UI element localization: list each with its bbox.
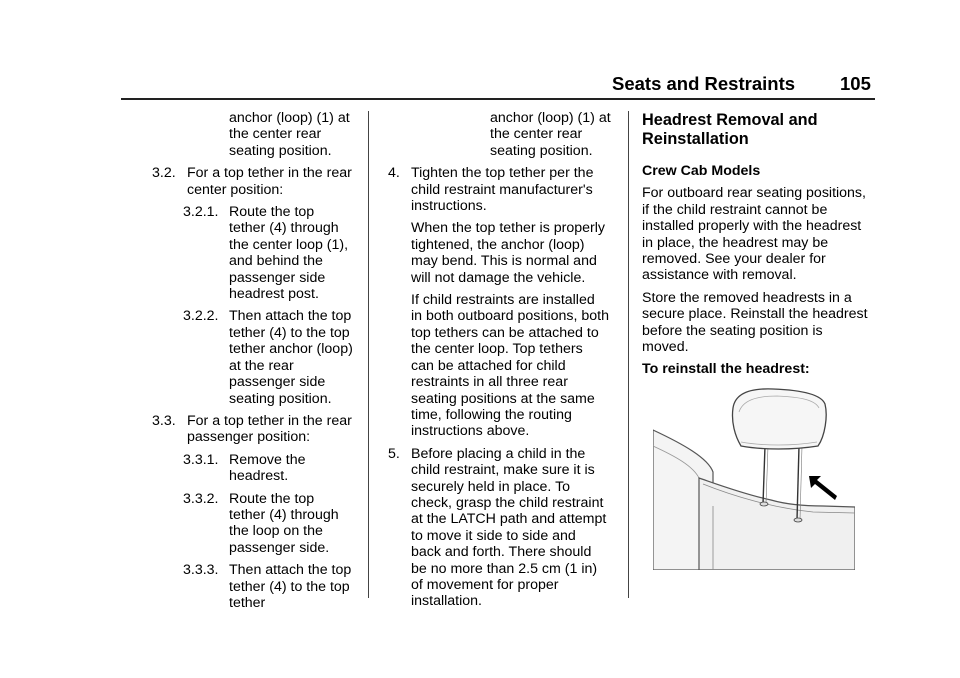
header-rule bbox=[121, 98, 875, 100]
step-4 bbox=[381, 165, 621, 214]
step-3-2-1 bbox=[152, 204, 362, 302]
heading-line: Headrest Removal and bbox=[642, 111, 818, 129]
text-line: passenger side. bbox=[229, 539, 330, 556]
text-line: center position: bbox=[187, 181, 284, 198]
text-line: tether bbox=[229, 594, 266, 611]
post-sleeve-right bbox=[794, 518, 802, 522]
text-line: the center loop. Top tethers bbox=[411, 341, 583, 358]
step-number: 4. bbox=[388, 165, 400, 182]
section-title: Seats and Restraints bbox=[612, 73, 796, 94]
headrest-illustration bbox=[653, 386, 855, 570]
text-line: moved. bbox=[642, 339, 689, 356]
step-number: 3.2.1. bbox=[183, 204, 219, 221]
text-line: For outboard rear seating positions, bbox=[642, 185, 866, 202]
arrow-icon bbox=[809, 476, 837, 500]
step-number: 3.3.1. bbox=[183, 451, 219, 468]
post-sleeve-left bbox=[760, 502, 768, 506]
text-line: check, grasp the child restraint bbox=[411, 494, 604, 511]
text-line: Remove the bbox=[229, 451, 306, 468]
text-line: child restraint manufacturer's bbox=[411, 181, 593, 198]
paragraph bbox=[642, 185, 892, 283]
text-line: can be attached for child bbox=[411, 357, 566, 374]
text-line: Tighten the top tether per the bbox=[411, 165, 594, 182]
text-line: installed properly with the headrest bbox=[642, 218, 862, 235]
column-divider-1 bbox=[368, 111, 369, 598]
headrest-post-left-edge bbox=[766, 446, 768, 504]
step-3-2 bbox=[152, 165, 362, 198]
text-line: removed. See your dealer for bbox=[642, 251, 826, 268]
subheading: Crew Cab Models bbox=[642, 163, 761, 179]
text-line: restraints in all three rear bbox=[411, 374, 568, 391]
text-line: secure place. Reinstall the headrest bbox=[642, 306, 868, 323]
text-line: and behind the bbox=[229, 253, 323, 270]
step-number: 5. bbox=[388, 445, 400, 462]
text-line: Before placing a child in the bbox=[411, 445, 586, 462]
text-line: instructions. bbox=[411, 198, 487, 215]
text-line: Route the top bbox=[229, 204, 315, 221]
text-line: passenger position: bbox=[187, 429, 311, 446]
step-4-note-1 bbox=[381, 220, 621, 286]
text-line: seating position. bbox=[229, 142, 332, 159]
text-line: tether anchor (loop) bbox=[229, 341, 353, 358]
text-line: of movement for proper bbox=[411, 576, 559, 593]
text-line: child restraint, make sure it is bbox=[411, 462, 595, 479]
text-line: at the rear bbox=[229, 357, 294, 374]
column-divider-2 bbox=[628, 111, 629, 598]
text-line: tether (4) to the top bbox=[229, 578, 350, 595]
text-line: headrest. bbox=[229, 468, 289, 485]
step-3-2-2 bbox=[152, 308, 362, 406]
step-3-3-3 bbox=[152, 562, 362, 611]
step-3-3-2 bbox=[152, 491, 362, 557]
text-line: passenger side bbox=[229, 374, 326, 391]
text-line: top tethers can be attached to bbox=[411, 324, 599, 341]
text-line: For a top tether in the rear bbox=[187, 412, 352, 429]
text-line: back and forth. There should bbox=[411, 544, 592, 561]
text-line: If child restraints are installed bbox=[411, 292, 595, 309]
instruction-lead: To reinstall the headrest: bbox=[642, 361, 810, 378]
step-5 bbox=[381, 446, 621, 610]
text-line: Route the top bbox=[229, 490, 315, 507]
text-line: tether (4) through bbox=[229, 506, 339, 523]
text-line: in place, the headrest may be bbox=[642, 234, 829, 251]
page-number: 105 bbox=[840, 73, 871, 94]
continued-step bbox=[381, 110, 621, 159]
step-number: 3.3.3. bbox=[183, 562, 219, 579]
text-line: at the LATCH path and attempt bbox=[411, 511, 607, 528]
text-line: Store the removed headrests in a bbox=[642, 289, 852, 306]
text-line: time, following the routing bbox=[411, 406, 572, 423]
text-line: if the child restraint cannot be bbox=[642, 201, 828, 218]
headrest-post-left bbox=[763, 446, 765, 504]
step-number: 3.3.2. bbox=[183, 490, 219, 507]
text-line: seating positions at the same bbox=[411, 390, 595, 407]
text-line: tether (4) through bbox=[229, 220, 339, 237]
text-line: tightened, the anchor (loop) bbox=[411, 236, 585, 253]
column-2 bbox=[381, 110, 621, 610]
text-line: may bend. This is normal and bbox=[411, 253, 597, 270]
step-number: 3.3. bbox=[152, 412, 176, 429]
text-line: in both outboard positions, both bbox=[411, 308, 609, 325]
text-line: anchor (loop) (1) at bbox=[490, 110, 611, 126]
step-3-3-1 bbox=[152, 452, 362, 485]
step-number: 3.2.2. bbox=[183, 308, 219, 325]
text-line: seating position. bbox=[490, 142, 593, 159]
text-line: anchor (loop) (1) at bbox=[229, 110, 350, 126]
step-4-note-2 bbox=[381, 292, 621, 440]
text-line: the center loop (1), bbox=[229, 236, 349, 253]
paragraph bbox=[642, 290, 892, 356]
text-line: will not damage the vehicle. bbox=[411, 269, 586, 286]
text-line: installation. bbox=[411, 593, 482, 610]
text-line: securely held in place. To bbox=[411, 478, 571, 495]
text-line: tether (4) to the top bbox=[229, 324, 350, 341]
text-line: Then attach the top bbox=[229, 562, 352, 579]
text-line: Then attach the top bbox=[229, 308, 352, 325]
text-line: the center rear bbox=[229, 126, 322, 143]
column-1 bbox=[152, 110, 362, 611]
text-line: the center rear bbox=[490, 126, 583, 143]
text-line: For a top tether in the rear bbox=[187, 165, 352, 182]
text-line: headrest post. bbox=[229, 286, 319, 303]
text-line: passenger side bbox=[229, 269, 326, 286]
column-3 bbox=[642, 111, 892, 378]
text-line: before the seating position is bbox=[642, 322, 823, 339]
text-line: assistance with removal. bbox=[642, 267, 797, 284]
continued-step bbox=[152, 110, 362, 159]
step-number: 3.2. bbox=[152, 165, 176, 182]
text-line: the loop on the bbox=[229, 523, 323, 540]
headrest-drawing bbox=[653, 386, 855, 570]
text-line: When the top tether is properly bbox=[411, 220, 605, 237]
text-line: to move it side to side and bbox=[411, 527, 576, 544]
section-heading bbox=[642, 111, 892, 148]
text-line: be no more than 2.5 cm (1 in) bbox=[411, 560, 598, 577]
headrest-cushion bbox=[732, 389, 826, 449]
text-line: seating position. bbox=[229, 390, 332, 407]
heading-line: Reinstallation bbox=[642, 129, 749, 148]
text-line: instructions above. bbox=[411, 423, 530, 440]
step-3-3 bbox=[152, 413, 362, 446]
